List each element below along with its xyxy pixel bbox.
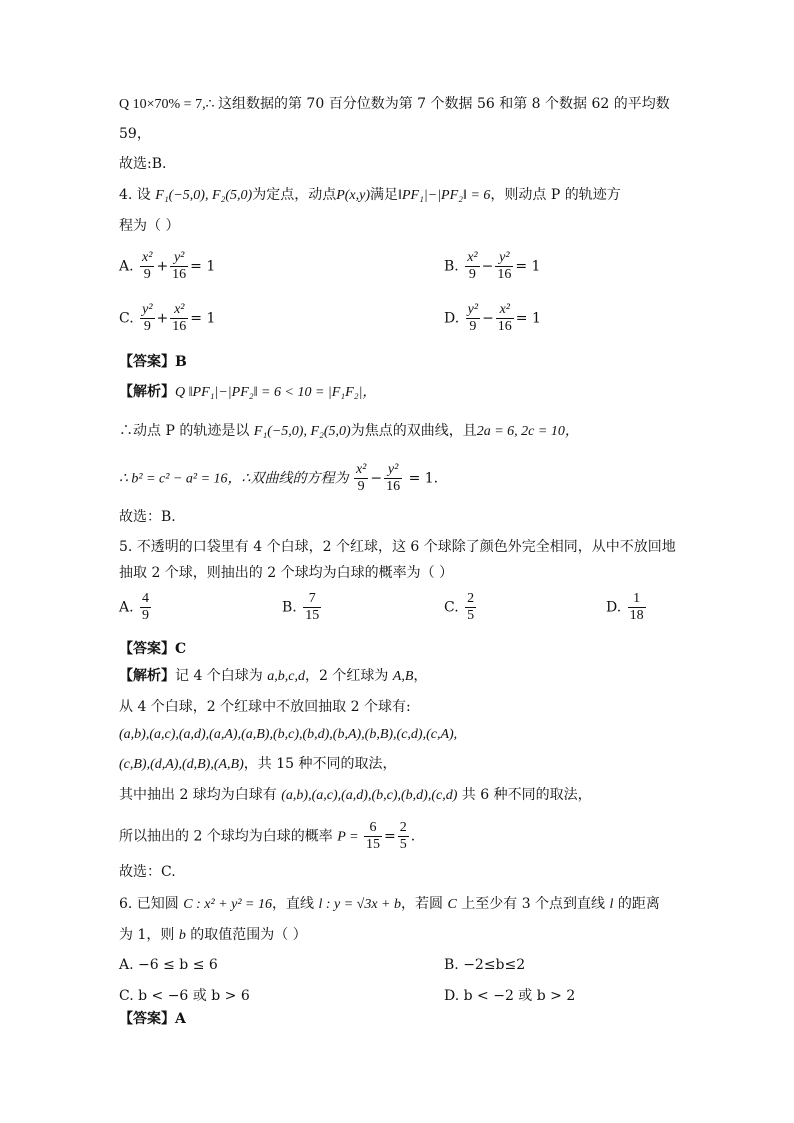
fraction: $\frac{\text{x²}}{9}$: [142, 250, 153, 283]
q5-choice: 故选：C.: [119, 864, 176, 880]
option-label: C.: [444, 599, 459, 616]
fraction: $\frac{\text{y²}}{16}$: [172, 250, 187, 283]
q4-stem-b: 为定点，动点: [252, 187, 337, 203]
analysis-label: 【解析】: [119, 668, 175, 684]
q5-text: 记 4 个白球为: [175, 668, 268, 684]
fraction: $\frac{7}{15}$: [305, 591, 320, 624]
q6-text-2: ，直线: [271, 896, 319, 912]
q4-option-d: D. $\frac{\text{y²}}{9}$ − $\frac{\text{x²}}{16}$ = 1: [444, 302, 541, 335]
q4-analysis-math: Q ‖PF₁|−|PF₂‖ = 6 < 10 = |F₁F₂|，: [175, 385, 377, 400]
q4-option-c: C. $\frac{\text{y²}}{9}$ + $\frac{\text{x²}}{16}$ = 1: [119, 302, 216, 335]
q3-line-1: [119, 97, 670, 112]
option-label: B.: [282, 599, 297, 616]
q4-analysis-line-1: [119, 385, 376, 400]
q4-analysis-line-3: ∴ b² = c² − a² = 16，∴双曲线的方程为 $\frac{\text{x²}}{9}$ − $\frac{\text{y²}}{16}$ = 1.: [119, 462, 439, 495]
q4-analysis-text: ∴动点 P 的轨迹是以: [119, 423, 254, 439]
q6-text-3: ，若圆: [401, 896, 448, 912]
q3-math: Q 10×70% = 7,∴: [119, 97, 218, 112]
option-label: B.: [444, 258, 459, 275]
q4-stem-c: 满足: [370, 187, 399, 203]
q5-white-balls: a,b,c,d: [267, 669, 305, 684]
analysis-label: 【解析】: [119, 384, 175, 400]
q5-analysis-line-3: (a,b),(a,c),(a,d),(a,A),(a,B),(b,c),(b,d),(b,A),(b,B),(c,d),(c,A),: [119, 727, 458, 742]
q6-text-5: 的距离: [613, 896, 660, 912]
q4-stem-a: 4. 设: [119, 187, 156, 203]
q6-circle: C : x² + y² = 16: [183, 897, 272, 912]
q5-text-5: 共 6 种不同的取法，: [457, 787, 592, 803]
q3-choice: 故选:B.: [119, 156, 167, 172]
q3-text: 这组数据的第 70 百分位数为第 7 个数据 56 和第 8 个数据 62 的平均数: [217, 96, 670, 112]
q6-text: 6. 已知圆: [119, 896, 184, 912]
q4-condition: ‖PF₁|−|PF₂‖ = 6: [398, 188, 491, 203]
q5-analysis-line-1: [119, 669, 427, 684]
q5-text-2: ，2 个红球为: [304, 668, 393, 684]
q4-analysis-text-2: 为焦点的双曲线，且: [350, 423, 477, 439]
q5-analysis-line-4: [119, 757, 397, 772]
q5-red-balls: A,B: [392, 669, 414, 684]
q5-prob-text: 所以抽出的 2 个球均为白球的概率: [119, 828, 338, 845]
q6-c: C: [447, 897, 457, 912]
q5-stem-line-1: 5. 不透明的口袋里有 4 个白球，2 个红球，这 6 个球除了颜色外完全相同，从中不放回地: [119, 539, 676, 555]
q5-option-d: [606, 591, 648, 624]
q6-l: l: [609, 897, 614, 912]
option-label: D.: [606, 599, 622, 616]
q5-answer: 【答案】C: [119, 641, 187, 657]
q5-option-c: [444, 591, 478, 624]
q4-option-a: A. $\frac{\text{x²}}{9}$ + $\frac{\text{y²}}{16}$ = 1: [119, 250, 216, 283]
option-label: C.: [119, 310, 134, 327]
fraction: $\frac{1}{18}$: [629, 591, 644, 624]
q5-text-4: 其中抽出 2 球均为白球有: [119, 787, 282, 803]
q5-stem-line-2: 抽取 2 个球，则抽出的 2 个球均为白球的概率为（ ）: [119, 565, 454, 581]
q4-foci: F₁(−5,0), F₂(5,0): [155, 188, 253, 203]
fraction: $\frac{\text{y²}}{16}$: [386, 462, 401, 495]
q6-line: l : y = √3x + b: [318, 897, 401, 912]
q4-point: P(x,y): [336, 188, 371, 203]
fraction: $\frac{2}{5}$: [399, 820, 407, 853]
q6-option-c: C. b < −6 或 b > 6: [119, 988, 250, 1004]
fraction: $\frac{\text{x²}}{9}$: [355, 462, 367, 495]
fraction: $\frac{6}{15}$: [366, 820, 381, 853]
q4-answer: 【答案】B: [119, 354, 187, 370]
option-label: A.: [119, 258, 134, 275]
q4-analysis-foci: F₁(−5,0), F₂(5,0): [253, 424, 351, 439]
q4-choice: 故选：B.: [119, 509, 176, 525]
q6-option-b: B. −2≤b≤2: [444, 957, 526, 973]
q4-analysis-eq: ∴ b² = c² − a² = 16，∴双曲线的方程为: [119, 471, 352, 487]
q5-prob-var: P =: [337, 829, 363, 845]
q5-option-b: [282, 591, 323, 624]
q3-line-2: 59，: [119, 126, 151, 142]
fraction: $\frac{\text{x²}}{16}$: [497, 302, 512, 335]
q6-text-4: 上至少有 3 个点到直线: [456, 896, 610, 912]
fraction: $\frac{\text{x²}}{16}$: [172, 302, 187, 335]
fraction: $\frac{4}{9}$: [142, 591, 150, 624]
q5-analysis-line-6: 所以抽出的 2 个球均为白球的概率 P = $\frac{6}{15}$ = $\frac{2}{5}$ .: [119, 820, 416, 853]
q6-option-d: D. b < −2 或 b > 2: [444, 988, 576, 1004]
fraction: $\frac{\text{y²}}{16}$: [497, 250, 512, 283]
q5-text-3: ，: [413, 668, 428, 684]
q5-count: ，共 15 种不同的取法，: [243, 756, 397, 772]
q6-b: b: [178, 928, 186, 943]
q5-analysis-line-2: 从 4 个白球，2 个红球中不放回抽取 2 个球有:: [119, 699, 411, 715]
q4-stem-line-2: 程为（ ）: [119, 218, 180, 234]
q5-option-a: [119, 591, 153, 624]
q5-analysis-line-5: [119, 788, 592, 803]
q6-text-6: 为 1，则: [119, 927, 179, 943]
q4-option-b: B. $\frac{\text{x²}}{9}$ − $\frac{\text{y²}}{16}$ = 1: [444, 250, 541, 283]
q4-analysis-line-2: [119, 424, 579, 439]
q4-stem-d: ，则动点 P 的轨迹方: [490, 187, 621, 203]
q6-stem-line-2: [119, 928, 307, 943]
q4-stem-line-1: [119, 188, 621, 203]
q6-answer: 【答案】A: [119, 1011, 186, 1027]
fraction: $\frac{\text{y²}}{9}$: [142, 302, 153, 335]
fraction: $\frac{2}{5}$: [467, 591, 475, 624]
option-label: D.: [444, 310, 460, 327]
q5-white-pairs: (a,b),(a,c),(a,d),(b,c),(b,d),(c,d): [281, 788, 458, 803]
option-label: A.: [119, 599, 134, 616]
q6-text-7: 的取值范围为（ ）: [185, 927, 307, 943]
fraction: $\frac{\text{y²}}{9}$: [467, 302, 479, 335]
q6-option-a: A. −6 ≤ b ≤ 6: [119, 957, 218, 973]
fraction: $\frac{\text{x²}}{9}$: [467, 250, 478, 283]
q6-stem-line-1: [119, 897, 660, 912]
q4-analysis-eq-end: = 1.: [404, 470, 439, 487]
q4-analysis-values: 2a = 6, 2c = 10，: [476, 424, 579, 439]
q5-pairs: (c,B),(d,A),(d,B),(A,B): [119, 757, 244, 772]
